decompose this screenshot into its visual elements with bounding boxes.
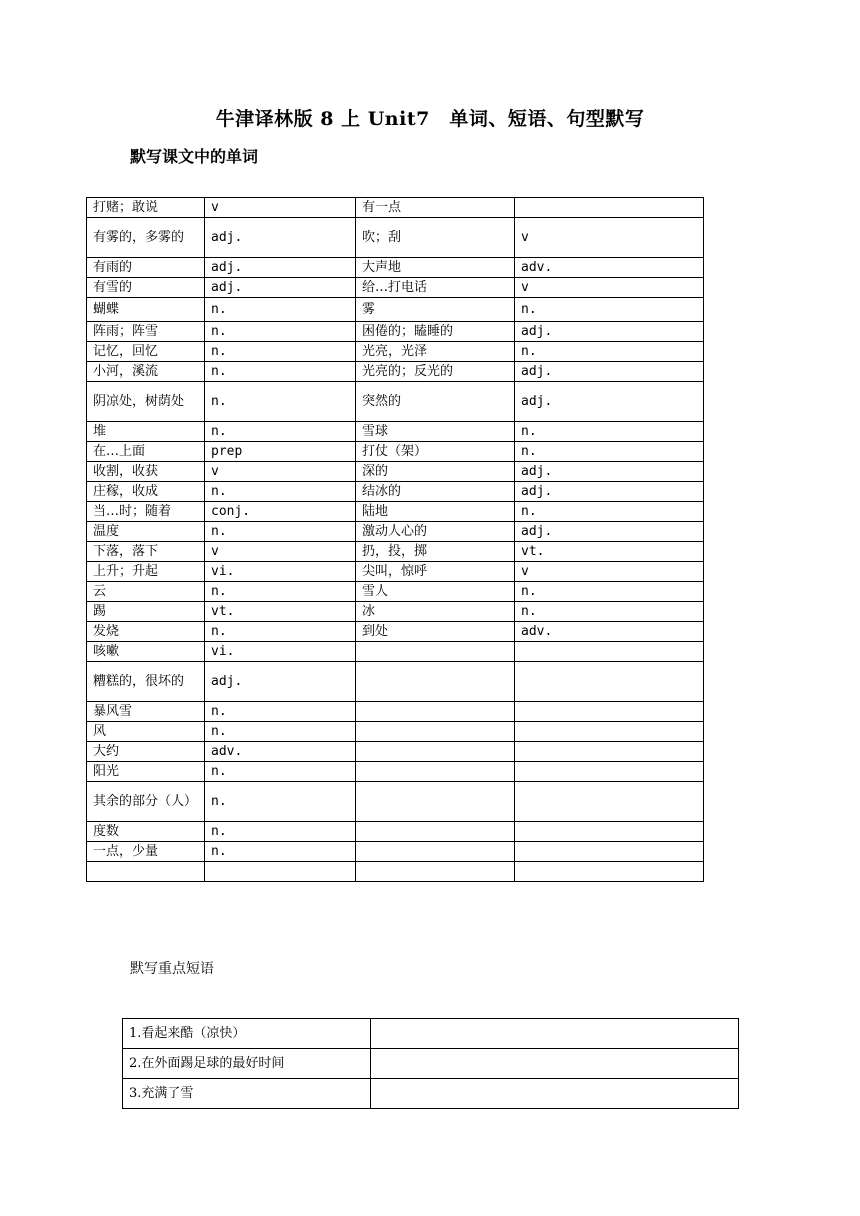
vocab-row: [87, 218, 704, 258]
chinese-word-cell: [356, 702, 515, 722]
chinese-word-cell: 小河，溪流: [87, 362, 205, 382]
vocab-row: [87, 602, 704, 622]
vocab-row: [87, 522, 704, 542]
vocab-row: [87, 662, 704, 702]
part-of-speech-cell: adj.: [515, 482, 704, 502]
part-of-speech-cell: [515, 742, 704, 762]
chinese-word-cell: 暴风雪: [87, 702, 205, 722]
phrase-answer-cell: [371, 1019, 739, 1049]
chinese-word-cell: 踢: [87, 602, 205, 622]
part-of-speech-cell: adj.: [205, 258, 356, 278]
chinese-word-cell: 激动人心的: [356, 522, 515, 542]
part-of-speech-cell: n.: [515, 582, 704, 602]
part-of-speech-cell: [515, 662, 704, 702]
chinese-word-cell: 阳光: [87, 762, 205, 782]
vocab-row: [87, 342, 704, 362]
phrase-answer-cell: [371, 1049, 739, 1079]
chinese-word-cell: 当…时；随着: [87, 502, 205, 522]
chinese-word-cell: 光亮的；反光的: [356, 362, 515, 382]
part-of-speech-cell: v: [205, 462, 356, 482]
part-of-speech-cell: n.: [205, 622, 356, 642]
chinese-word-cell: 云: [87, 582, 205, 602]
part-of-speech-cell: v: [205, 198, 356, 218]
part-of-speech-cell: vt.: [205, 602, 356, 622]
vocab-row: [87, 258, 704, 278]
phrase-prompt-cell: 2.在外面踢足球的最好时间: [123, 1049, 371, 1079]
vocab-row: [87, 382, 704, 422]
chinese-word-cell: 堆: [87, 422, 205, 442]
phrase-row: [123, 1079, 739, 1109]
chinese-word-cell: 咳嗽: [87, 642, 205, 662]
part-of-speech-cell: adv.: [205, 742, 356, 762]
part-of-speech-cell: vi.: [205, 562, 356, 582]
vocab-row: [87, 702, 704, 722]
part-of-speech-cell: n.: [205, 482, 356, 502]
part-of-speech-cell: n.: [205, 322, 356, 342]
chinese-word-cell: [87, 862, 205, 882]
part-of-speech-cell: v: [515, 562, 704, 582]
part-of-speech-cell: adj.: [515, 462, 704, 482]
chinese-word-cell: 大声地: [356, 258, 515, 278]
part-of-speech-cell: n.: [515, 342, 704, 362]
vocab-row: [87, 622, 704, 642]
chinese-word-cell: 到处: [356, 622, 515, 642]
chinese-word-cell: 冰: [356, 602, 515, 622]
vocab-row: [87, 322, 704, 342]
chinese-word-cell: 在…上面: [87, 442, 205, 462]
phrase-row: [123, 1049, 739, 1079]
part-of-speech-cell: n.: [205, 702, 356, 722]
vocab-row: [87, 822, 704, 842]
vocab-row: [87, 422, 704, 442]
vocab-row: [87, 278, 704, 298]
phrase-prompt-cell: 1.看起来酷（凉快）: [123, 1019, 371, 1049]
vocab-row: [87, 582, 704, 602]
chinese-word-cell: 大约: [87, 742, 205, 762]
chinese-word-cell: 结冰的: [356, 482, 515, 502]
part-of-speech-cell: [515, 198, 704, 218]
chinese-word-cell: 陆地: [356, 502, 515, 522]
part-of-speech-cell: adj.: [515, 362, 704, 382]
chinese-word-cell: [356, 642, 515, 662]
chinese-word-cell: 记忆，回忆: [87, 342, 205, 362]
chinese-word-cell: 雾: [356, 298, 515, 322]
vocab-row: [87, 298, 704, 322]
vocab-row: [87, 722, 704, 742]
chinese-word-cell: 有雾的，多雾的: [87, 218, 205, 258]
chinese-word-cell: 有雪的: [87, 278, 205, 298]
chinese-word-cell: [356, 722, 515, 742]
part-of-speech-cell: adj.: [205, 278, 356, 298]
part-of-speech-cell: [515, 822, 704, 842]
section-heading-words: 默写课文中的单词: [130, 147, 259, 166]
chinese-word-cell: [356, 662, 515, 702]
part-of-speech-cell: n.: [515, 602, 704, 622]
part-of-speech-cell: n.: [205, 782, 356, 822]
part-of-speech-cell: n.: [205, 722, 356, 742]
chinese-word-cell: 糟糕的，很坏的: [87, 662, 205, 702]
section-heading-phrases: 默写重点短语: [130, 961, 214, 977]
chinese-word-cell: 温度: [87, 522, 205, 542]
part-of-speech-cell: n.: [205, 382, 356, 422]
part-of-speech-cell: n.: [205, 342, 356, 362]
chinese-word-cell: 雪人: [356, 582, 515, 602]
part-of-speech-cell: n.: [205, 582, 356, 602]
chinese-word-cell: 吹；刮: [356, 218, 515, 258]
part-of-speech-cell: adv.: [515, 622, 704, 642]
chinese-word-cell: [356, 762, 515, 782]
vocab-row: [87, 462, 704, 482]
chinese-word-cell: [356, 742, 515, 762]
chinese-word-cell: 一点，少量: [87, 842, 205, 862]
part-of-speech-cell: n.: [515, 442, 704, 462]
chinese-word-cell: 有一点: [356, 198, 515, 218]
chinese-word-cell: 下落，落下: [87, 542, 205, 562]
part-of-speech-cell: n.: [205, 762, 356, 782]
part-of-speech-cell: [515, 702, 704, 722]
vocab-row: [87, 442, 704, 462]
vocab-row: [87, 482, 704, 502]
part-of-speech-cell: vt.: [515, 542, 704, 562]
chinese-word-cell: [356, 842, 515, 862]
vocabulary-table: [86, 197, 704, 882]
part-of-speech-cell: conj.: [205, 502, 356, 522]
chinese-word-cell: 突然的: [356, 382, 515, 422]
part-of-speech-cell: v: [515, 218, 704, 258]
part-of-speech-cell: vi.: [205, 642, 356, 662]
part-of-speech-cell: n.: [205, 422, 356, 442]
part-of-speech-cell: adj.: [515, 382, 704, 422]
chinese-word-cell: 度数: [87, 822, 205, 842]
chinese-word-cell: 收割，收获: [87, 462, 205, 482]
part-of-speech-cell: [515, 762, 704, 782]
chinese-word-cell: 有雨的: [87, 258, 205, 278]
chinese-word-cell: 打仗（架）: [356, 442, 515, 462]
chinese-word-cell: 风: [87, 722, 205, 742]
phrase-row: [123, 1019, 739, 1049]
chinese-word-cell: 雪球: [356, 422, 515, 442]
part-of-speech-cell: adv.: [515, 258, 704, 278]
part-of-speech-cell: [515, 842, 704, 862]
page-title: 牛津译林版 8 上 Unit7 单词、短语、句型默写: [215, 108, 645, 130]
part-of-speech-cell: adj.: [515, 322, 704, 342]
vocab-row: [87, 862, 704, 882]
part-of-speech-cell: [515, 722, 704, 742]
part-of-speech-cell: n.: [205, 822, 356, 842]
vocab-row: [87, 762, 704, 782]
chinese-word-cell: [356, 782, 515, 822]
chinese-word-cell: 阵雨；阵雪: [87, 322, 205, 342]
part-of-speech-cell: [515, 862, 704, 882]
phrase-answer-cell: [371, 1079, 739, 1109]
part-of-speech-cell: n.: [515, 502, 704, 522]
chinese-word-cell: 困倦的；瞌睡的: [356, 322, 515, 342]
chinese-word-cell: [356, 862, 515, 882]
chinese-word-cell: 其余的部分（人）: [87, 782, 205, 822]
chinese-word-cell: 上升；升起: [87, 562, 205, 582]
part-of-speech-cell: adj.: [205, 218, 356, 258]
phrases-table: [122, 1018, 739, 1109]
chinese-word-cell: 庄稼，收成: [87, 482, 205, 502]
vocab-row: [87, 842, 704, 862]
part-of-speech-cell: n.: [515, 422, 704, 442]
part-of-speech-cell: adj.: [515, 522, 704, 542]
part-of-speech-cell: v: [515, 278, 704, 298]
part-of-speech-cell: prep: [205, 442, 356, 462]
chinese-word-cell: 深的: [356, 462, 515, 482]
vocab-row: [87, 782, 704, 822]
vocab-row: [87, 198, 704, 218]
part-of-speech-cell: n.: [205, 298, 356, 322]
chinese-word-cell: 阴凉处，树荫处: [87, 382, 205, 422]
part-of-speech-cell: n.: [205, 842, 356, 862]
chinese-word-cell: 给…打电话: [356, 278, 515, 298]
vocab-row: [87, 642, 704, 662]
part-of-speech-cell: v: [205, 542, 356, 562]
chinese-word-cell: 蝴蝶: [87, 298, 205, 322]
chinese-word-cell: 光亮，光泽: [356, 342, 515, 362]
chinese-word-cell: 打赌；敢说: [87, 198, 205, 218]
part-of-speech-cell: n.: [205, 362, 356, 382]
part-of-speech-cell: [205, 862, 356, 882]
phrase-prompt-cell: 3.充满了雪: [123, 1079, 371, 1109]
part-of-speech-cell: [515, 642, 704, 662]
part-of-speech-cell: n.: [205, 522, 356, 542]
part-of-speech-cell: [515, 782, 704, 822]
chinese-word-cell: 尖叫，惊呼: [356, 562, 515, 582]
chinese-word-cell: 扔，投，掷: [356, 542, 515, 562]
vocab-row: [87, 502, 704, 522]
chinese-word-cell: [356, 822, 515, 842]
vocab-row: [87, 742, 704, 762]
part-of-speech-cell: adj.: [205, 662, 356, 702]
vocab-row: [87, 542, 704, 562]
part-of-speech-cell: n.: [515, 298, 704, 322]
vocab-row: [87, 362, 704, 382]
chinese-word-cell: 发烧: [87, 622, 205, 642]
vocab-row: [87, 562, 704, 582]
